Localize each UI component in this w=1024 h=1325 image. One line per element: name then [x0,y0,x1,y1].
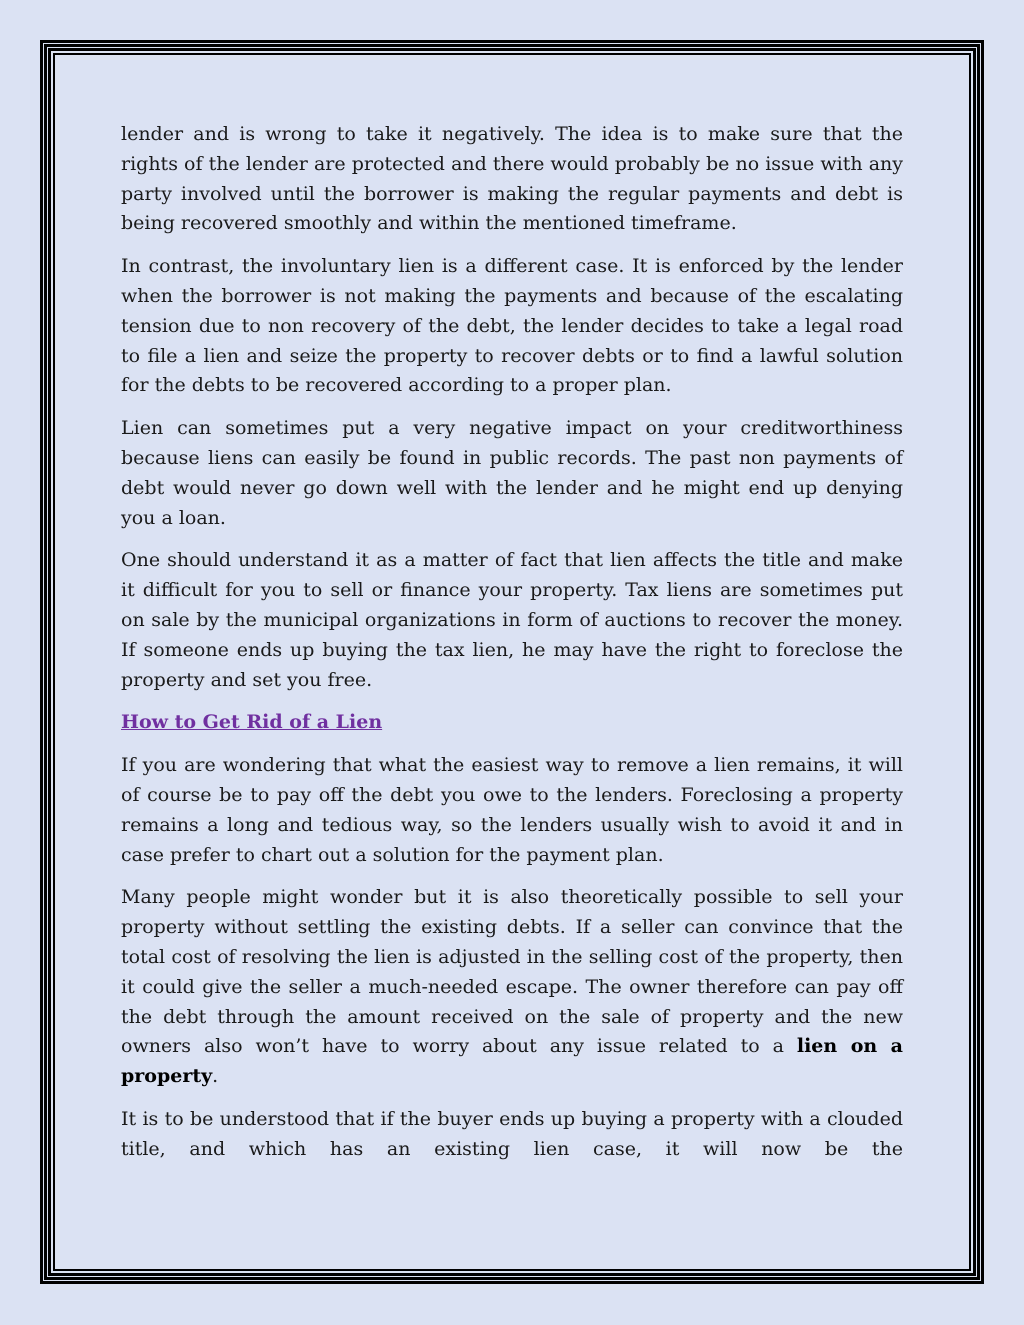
paragraph-6-end: . [212,1065,219,1088]
section-heading[interactable]: How to Get Rid of a Lien [121,711,383,734]
paragraph-4: One should understand it as a matter of fact that lien affects the title and make it difficult for you to sell or finance your property. Tax liens are sometimes put on sale by the municipal organizations in form of auctions to recover the money. If someone ends up buying the tax lien, he may have the right to foreclose the property and set you free. [121,549,903,691]
paragraph-7: It is to be understood that if the buyer ends up buying a property with a clouded title, and which has an existing lien case, it will now be the [121,1107,903,1160]
paragraph-3: Lien can sometimes put a very negative impact on your creditworthiness because liens can easily be found in public records. The past non payments of debt would never go down well with the lender and he might end up denying you a loan. [121,417,903,529]
paragraph-5: If you are wondering that what the easiest way to remove a lien remains, it will of course be to pay off the debt you owe to the lenders. Foreclosing a property remains a long and tedious way, so the lenders usually wish to avoid it and in case prefer to chart out a solution for the payment plan. [121,754,903,866]
document-body [121,120,903,1178]
paragraph-2: In contrast, the involuntary lien is a different case. It is enforced by the lender when the borrower is not making the payments and because of the escalating tension due to non recovery of the debt, the lender decides to take a legal road to file a lien and seize the property to recover debts or to find a lawful solution for the debts to be recovered according to a proper plan. [121,255,903,397]
paragraph-6-bold: lien on a property [121,1035,903,1088]
paragraph-1: lender and is wrong to take it negatively. The idea is to make sure that the rights of the lender are protected and there would probably be no issue with any party involved until the borrower is making the regular payments and debt is being recovered smoothly and within the mentioned timeframe. [121,123,903,235]
paragraph-6 [121,883,903,1092]
paragraph-6-text: Many people might wonder but it is also theoretically possible to sell your property without settling the existing debts. If a seller can convince that the total cost of resolving the lien is adjusted in the selling cost of the property, then it could give the seller a much-needed escape. The owner therefore can pay off the debt through the amount received on the sale of property and the new owners also won’t have to worry about any issue related to a [121,886,903,1058]
